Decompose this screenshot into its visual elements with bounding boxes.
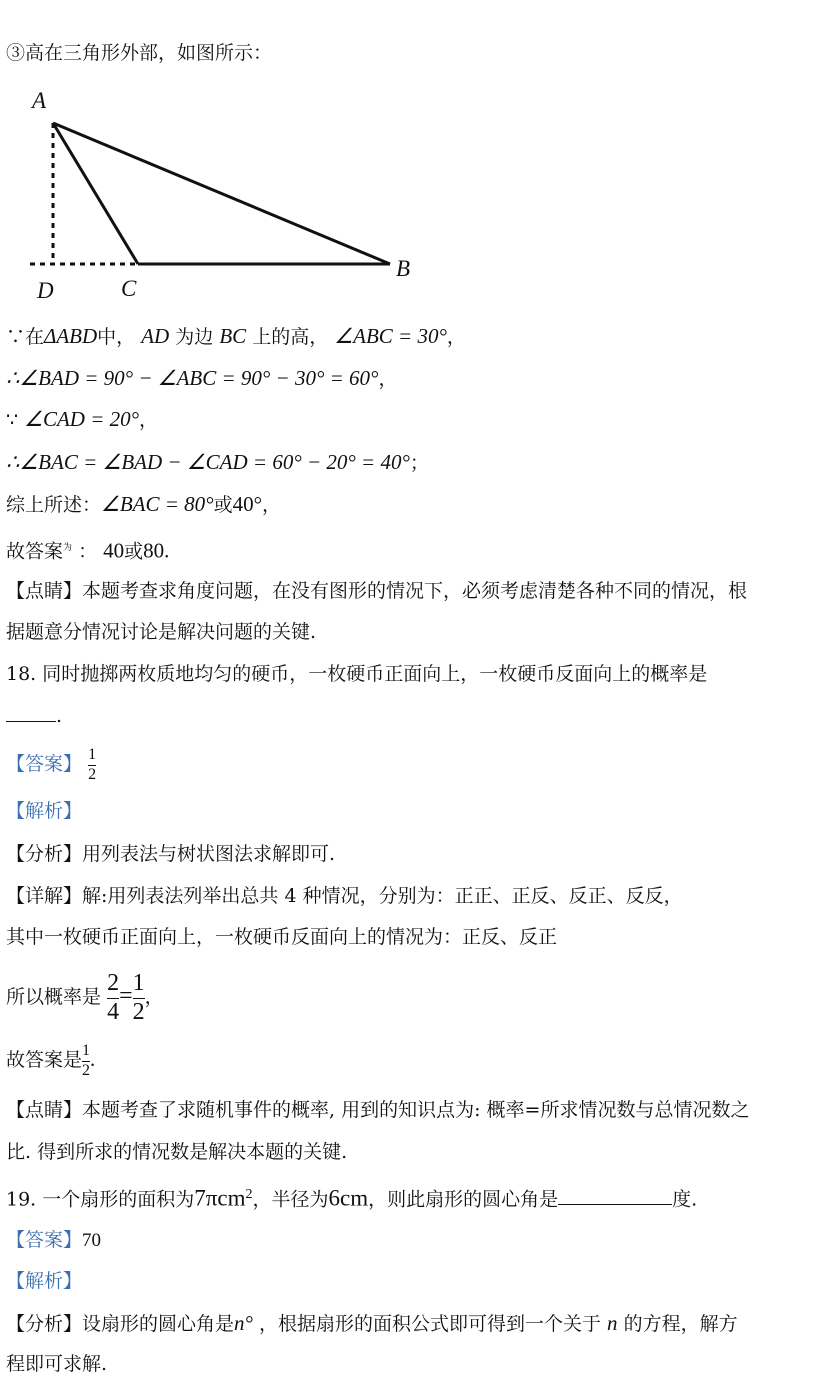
q18-comment-line-1	[6, 1097, 749, 1123]
q18-analysis-tag: 【解析】	[6, 800, 83, 822]
proof-line-6	[6, 535, 169, 564]
q18-comment-line-2: 比. 得到所求的情况数是解决本题的关键.	[6, 1141, 348, 1163]
text: .	[164, 538, 170, 563]
fraction-1-2	[133, 971, 145, 1024]
math: 80	[143, 538, 165, 563]
text: ∵在	[6, 326, 45, 348]
q18-fenxi	[6, 841, 335, 867]
q18-detail-line-2: 其中一枚硬币正面向上，一枚硬币反面向上的情况为：正反、反正	[6, 926, 558, 948]
text: ，	[139, 409, 159, 431]
label-c: C	[121, 276, 137, 301]
text: 用列表法与树状图法求解即可.	[82, 843, 336, 865]
text: 度.	[672, 1188, 698, 1211]
math: ∴∠BAC = ∠BAD − ∠CAD = 60° − 20° = 40°	[6, 450, 410, 474]
math: ∠CAD = 20°	[24, 407, 140, 431]
q18-answer	[6, 742, 96, 786]
proof-line-5	[6, 491, 281, 518]
triangle-figure	[20, 84, 430, 309]
math: n°	[234, 1311, 253, 1335]
answer-blank	[558, 1186, 672, 1205]
comment-17-line-2: 据题意分情况讨论是解决问题的关键.	[6, 621, 317, 643]
proof-line-1	[6, 323, 466, 350]
text: 或	[124, 540, 144, 563]
text: ，则此扇形的圆心角是	[368, 1188, 559, 1211]
numerator: 1	[132, 970, 145, 997]
math: n	[607, 1311, 618, 1335]
comment-17-line-1	[6, 578, 747, 604]
q18-final-answer	[6, 1037, 95, 1082]
text: ，	[378, 368, 398, 390]
fraction-2-4	[107, 971, 119, 1024]
denominator: 2	[132, 998, 145, 1025]
math: ∠ABC = 30°	[334, 324, 447, 348]
math: ΔABD	[44, 324, 98, 348]
label-a: A	[32, 88, 47, 113]
math: 40°	[232, 492, 262, 516]
numerator: 1	[88, 745, 97, 763]
text: 故答案	[6, 540, 64, 563]
text: 为边	[175, 326, 214, 348]
text: 本题考查求角度问题，在没有图形的情况下，必须考虑清楚各种不同的情况，根	[82, 580, 748, 602]
text: 综上所述：	[6, 494, 102, 516]
comment-tag: 【点睛】	[6, 580, 83, 602]
answer-tag: 【答案】	[6, 753, 83, 775]
numerator: 1	[82, 1041, 91, 1059]
side-ab	[53, 123, 390, 264]
text: 中，	[97, 326, 136, 348]
q19-fenxi-line-2: 程即可求解.	[6, 1353, 108, 1375]
text: 的方程，解方	[623, 1313, 738, 1335]
label-d: D	[37, 278, 54, 303]
detail-tag: 【详解】	[6, 885, 83, 907]
text: .	[56, 705, 63, 727]
text: ，	[262, 494, 282, 516]
superscript: 为	[63, 543, 73, 553]
text: 上的高，	[252, 326, 329, 348]
text: 或	[213, 494, 233, 516]
text: ；	[409, 452, 429, 474]
math: 6cm	[328, 1185, 369, 1211]
math: 7πcm	[194, 1185, 246, 1211]
label-b: B	[396, 256, 411, 281]
proof-line-4	[6, 449, 429, 476]
answer-value: 70	[82, 1230, 102, 1251]
answer-blank	[6, 703, 56, 722]
superscript: 2	[245, 1187, 253, 1202]
side-ac	[53, 123, 138, 264]
proof-line-3	[6, 406, 158, 433]
text: 故答案是	[6, 1049, 83, 1071]
text: 所以概率是	[6, 986, 102, 1008]
q18-stem: 18. 同时抛掷两枚质地均匀的硬币，一枚硬币正面向上，一枚硬币反面向上的概率是	[6, 663, 708, 685]
denominator: 2	[82, 1061, 91, 1079]
text: 设扇形的圆心角是	[82, 1313, 235, 1335]
math: BC	[219, 324, 247, 348]
q19-analysis-tag: 【解析】	[6, 1270, 83, 1292]
math: ∠BAC = 80°	[101, 492, 214, 516]
math: ∴∠BAD = 90° − ∠ABC = 90° − 30° = 60°	[6, 366, 379, 390]
denominator: 2	[88, 765, 97, 783]
text: ，半径为	[252, 1188, 329, 1211]
fenxi-tag: 【分析】	[6, 843, 83, 865]
math: 40	[103, 538, 125, 563]
denominator: 4	[107, 998, 120, 1025]
q18-blank-line	[6, 703, 62, 729]
text: ，	[144, 986, 164, 1008]
fenxi-tag: 【分析】	[6, 1313, 83, 1335]
text: ，	[446, 326, 466, 348]
text: ，根据扇形的面积公式即可得到一个关于	[258, 1313, 601, 1335]
q18-probability	[6, 964, 164, 1029]
equals: =	[119, 983, 133, 1009]
text: .	[90, 1047, 96, 1071]
case3-heading: ③高在三角形外部，如图所示：	[6, 42, 273, 64]
comment-tag: 【点睛】	[6, 1099, 83, 1121]
fraction	[88, 747, 96, 784]
fraction	[82, 1043, 90, 1080]
proof-line-2	[6, 365, 397, 392]
answer-tag: 【答案】	[6, 1229, 83, 1251]
q19-answer	[6, 1227, 101, 1254]
text: ∵	[6, 409, 25, 431]
text: 解:用列表法列举出总共 4 种情况，分别为：正正、正反、反正、反反，	[82, 885, 683, 907]
q18-detail	[6, 883, 683, 909]
text: 本题考查了求随机事件的概率, 用到的知识点为: 概率=所求情况数与总情况数之	[82, 1099, 750, 1121]
q19-fenxi	[6, 1310, 738, 1337]
numerator: 2	[107, 970, 120, 997]
math: AD	[141, 324, 170, 348]
q19-stem	[6, 1182, 697, 1212]
text: 19. 一个扇形的面积为	[6, 1188, 195, 1211]
text: ：	[72, 540, 98, 563]
